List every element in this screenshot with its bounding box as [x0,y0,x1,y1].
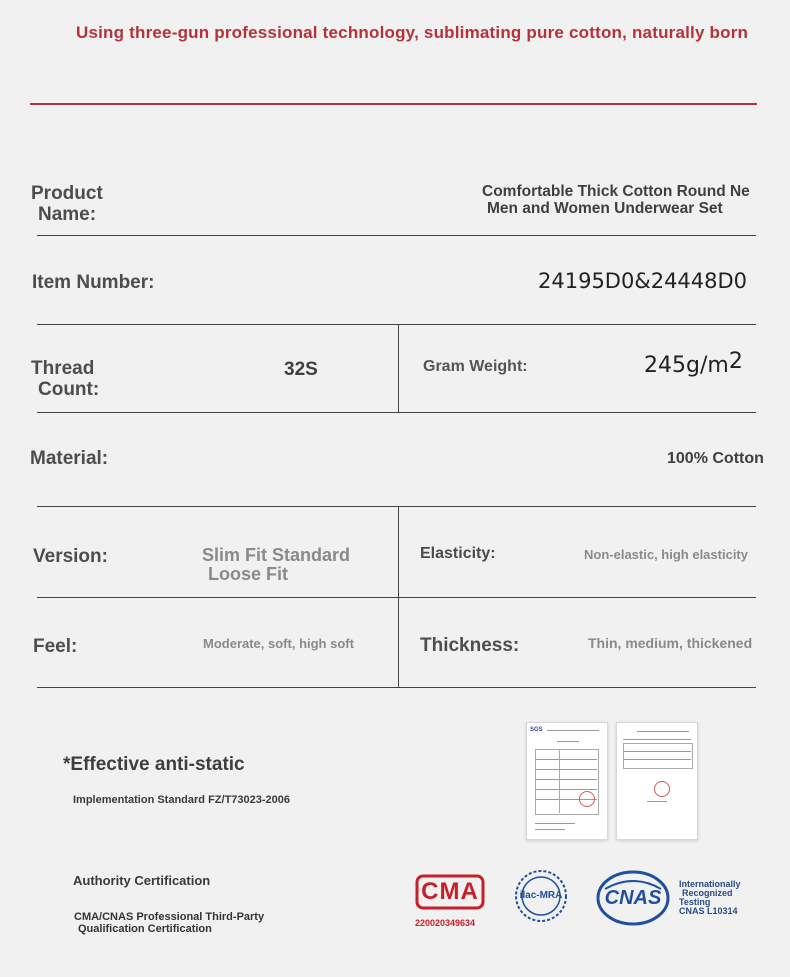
feel-value: Moderate, soft, high soft [203,636,354,651]
sgs-logo: SGS [530,727,543,733]
table-rule [37,506,756,507]
thread-count-value: 32S [284,359,318,380]
gram-weight-number: 245g/m [644,353,729,378]
product-name-label-line1: Product [31,183,103,204]
product-name-value-line1: Comfortable Thick Cotton Round Ne [482,183,750,200]
thread-count-label-line1: Thread [31,358,95,379]
thickness-label: Thickness: [420,635,520,656]
intl-line4: CNAS L10314 [679,906,738,916]
material-value: 100% Cotton [667,450,764,467]
gram-weight-superscript: 2 [728,349,743,374]
intl-recognized-text [679,880,741,916]
version-label: Version: [33,546,108,567]
material-label: Material: [30,448,109,469]
intl-line3: Testing [679,897,711,907]
certification-description-line2: Qualification Certification [78,923,212,935]
banner-headline: Using three-gun professional technology, sublimating pure cotton, naturally born [76,23,749,42]
table-column-rule [398,325,399,413]
antistatic-heading: *Effective anti-static [63,754,245,775]
table-rule [37,324,756,325]
cnas-logo [595,869,671,927]
version-value [202,546,350,584]
cma-logo-text: CMA [421,878,479,905]
gram-weight-value [644,349,743,378]
product-name-label-line2: Name: [38,204,97,225]
intl-line2: Recognized [682,888,733,898]
table-rule [37,235,756,236]
item-number-value: 24195D0&24448D0 [538,269,748,293]
certification-description-line1: CMA/CNAS Professional Third-Party [74,911,265,923]
table-rule [37,412,756,413]
version-value-line2: Loose Fit [208,564,288,584]
version-value-line1: Slim Fit Standard [202,545,351,565]
red-seal-icon [579,791,595,807]
thread-count-label-line2: Count: [38,379,100,400]
ilac-mra-text: ilac-MRA [519,890,563,901]
test-report-page-2 [616,722,698,840]
elasticity-value: Non-elastic, high elasticity [584,547,748,562]
thread-count-label [31,358,99,400]
cma-logo [415,872,485,912]
certification-description [74,911,264,935]
item-number-label: Item Number: [32,272,155,293]
implementation-standard: Implementation Standard FZ/T73023-2006 [73,794,291,806]
test-report-page-1 [526,722,608,840]
intl-line1: Internationally [679,879,741,889]
product-name-value-line2: Men and Women Underwear Set [487,200,723,217]
cma-number: 220020349634 [415,918,476,928]
cnas-logo-text: CNAS [604,887,662,909]
report-table [623,743,693,769]
product-name-value [482,183,750,217]
elasticity-label: Elasticity: [420,545,496,562]
authority-heading: Authority Certification [73,873,211,888]
table-rule [37,687,756,688]
gram-weight-label: Gram Weight: [423,358,528,375]
table-rule [37,597,756,598]
red-divider [30,103,757,105]
ilac-mra-logo [513,868,569,924]
thickness-value: Thin, medium, thickened [588,635,753,651]
product-name-label [31,183,103,225]
feel-label: Feel: [33,636,78,657]
red-seal-icon [654,781,670,797]
